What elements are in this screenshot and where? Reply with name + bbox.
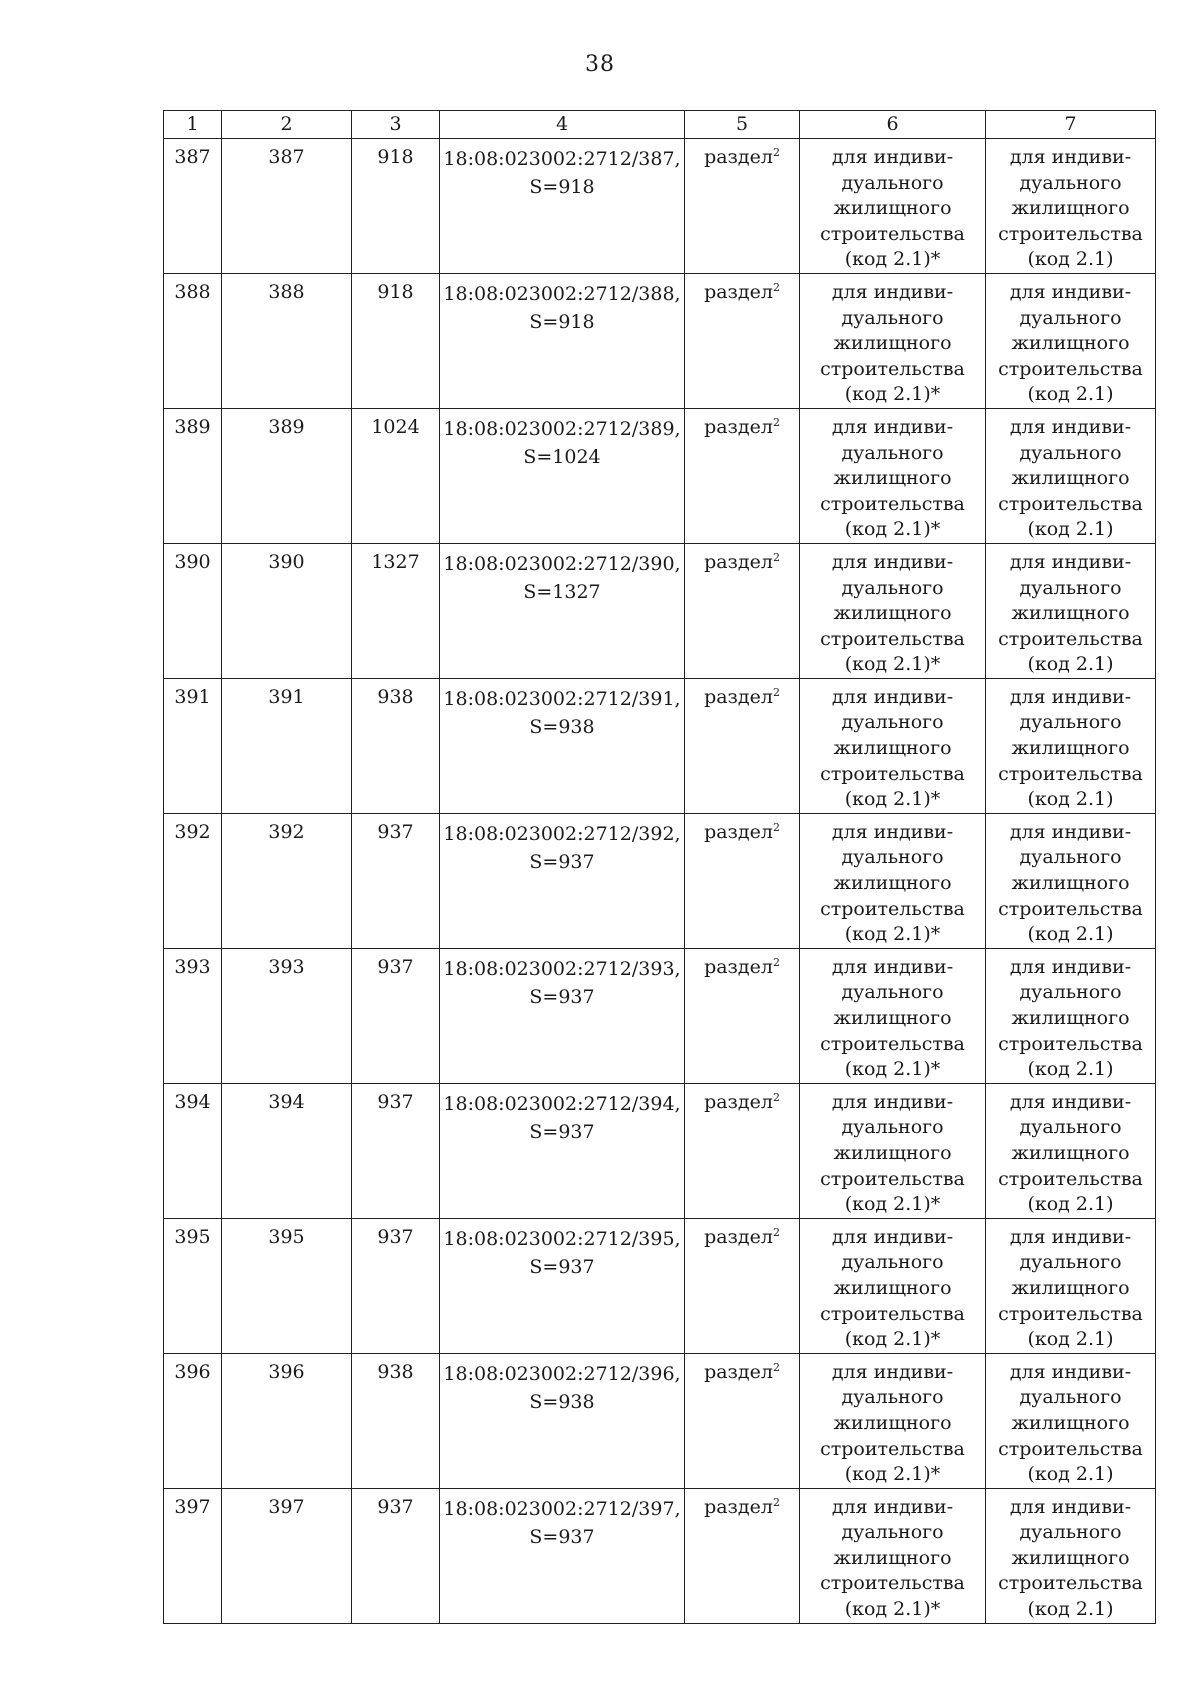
permitted-use-line: для индиви- [1009, 1360, 1132, 1383]
permitted-use-line: для индиви- [1009, 550, 1132, 573]
section-footnote-mark: 2 [772, 1360, 780, 1374]
permitted-use-line: для индиви- [1009, 1090, 1132, 1113]
permitted-use-cell [986, 813, 1156, 948]
use-type-line: строительства [820, 357, 965, 380]
plot-number: 390 [268, 550, 305, 573]
permitted-use-cell [986, 948, 1156, 1083]
section-cell [685, 1218, 800, 1353]
permitted-use-line: жилищного [1011, 1411, 1130, 1434]
permitted-use-line: строительства [998, 357, 1143, 380]
plot-area-cell [352, 1488, 440, 1623]
permitted-use-line: для индиви- [1009, 1225, 1132, 1248]
permitted-use-line: строительства [998, 1032, 1143, 1055]
use-type-line: для индиви- [831, 550, 954, 573]
cadastral-area: S=937 [529, 1255, 595, 1278]
plot-area-cell [352, 1218, 440, 1353]
row-number: 387 [174, 146, 211, 168]
use-type-cell [800, 678, 986, 813]
permitted-use-line: дуального [1019, 576, 1122, 599]
permitted-use-line: для индиви- [1009, 1495, 1132, 1518]
cadastral-number: 18:08:023002:2712/396, [443, 1362, 681, 1385]
permitted-use-line: жилищного [1011, 1141, 1130, 1164]
permitted-use-cell [986, 1488, 1156, 1623]
section-cell [685, 139, 800, 274]
use-type-line: для индиви- [831, 820, 954, 843]
table-row [164, 813, 1156, 948]
plot-number-cell [222, 948, 352, 1083]
use-type-line: дуального [841, 306, 944, 329]
plot-number-cell [222, 1083, 352, 1218]
use-type-line: для индиви- [831, 146, 954, 168]
plot-area: 937 [377, 1090, 414, 1113]
permitted-use-line: дуального [1019, 1251, 1122, 1274]
plot-area: 937 [377, 1495, 414, 1518]
use-type-line: дуального [841, 441, 944, 464]
column-header: 6 [800, 111, 986, 139]
column-header: 5 [685, 111, 800, 139]
permitted-use-cell [986, 273, 1156, 408]
permitted-use-line: дуального [1019, 306, 1122, 329]
use-type-cell [800, 1083, 986, 1218]
use-type-cell [800, 948, 986, 1083]
row-number: 392 [174, 820, 211, 843]
use-type-line: жилищного [833, 1007, 952, 1029]
permitted-use-cell [986, 139, 1156, 274]
plot-number-cell [222, 1488, 352, 1623]
plot-number: 395 [268, 1225, 305, 1248]
cadastral-cell [440, 948, 685, 1083]
row-number: 395 [174, 1225, 211, 1248]
row-number: 388 [174, 280, 211, 303]
use-type-line: дуального [841, 1116, 944, 1139]
plot-number: 387 [268, 146, 305, 168]
use-type-line: дуального [841, 576, 944, 599]
cadastral-number: 18:08:023002:2712/387, [443, 148, 681, 170]
cadastral-area: S=937 [529, 1525, 595, 1548]
use-type-cell [800, 1353, 986, 1488]
column-header: 1 [164, 111, 222, 139]
cadastral-number: 18:08:023002:2712/388, [443, 282, 681, 305]
plot-number: 392 [268, 820, 305, 843]
permitted-use-line: для индиви- [1009, 280, 1132, 303]
use-type-line: жилищного [833, 872, 952, 895]
land-plot-table [163, 110, 1156, 1624]
row-number-cell [164, 408, 222, 543]
section-footnote-mark: 2 [772, 1495, 780, 1509]
permitted-use-line: строительства [998, 1437, 1143, 1460]
permitted-use-line: жилищного [1011, 1546, 1130, 1569]
permitted-use-cell [986, 678, 1156, 813]
plot-area-cell [352, 948, 440, 1083]
permitted-use-cell [986, 1218, 1156, 1353]
plot-area: 938 [377, 1360, 414, 1383]
use-type-line: для индиви- [831, 1225, 954, 1248]
use-type-line: строительства [820, 492, 965, 515]
use-type-line: жилищного [833, 1141, 952, 1164]
row-number: 396 [174, 1360, 211, 1383]
permitted-use-line: для индиви- [1009, 415, 1132, 438]
permitted-use-line: дуального [1019, 1116, 1122, 1139]
plot-area: 938 [377, 685, 414, 708]
use-type-line: дуального [841, 1251, 944, 1274]
use-type-line: для индиви- [831, 415, 954, 438]
section-footnote-mark: 2 [772, 820, 780, 834]
use-type-cell [800, 408, 986, 543]
cadastral-area: S=1024 [523, 445, 601, 468]
cadastral-cell [440, 273, 685, 408]
use-type-line: строительства [820, 1437, 965, 1460]
use-type-line: жилищного [833, 467, 952, 490]
plot-number-cell [222, 543, 352, 678]
cadastral-area: S=918 [529, 176, 595, 198]
permitted-use-line: строительства [998, 492, 1143, 515]
permitted-use-line: (код 2.1) [1027, 788, 1114, 811]
permitted-use-line: жилищного [1011, 1276, 1130, 1299]
plot-number: 391 [268, 685, 305, 708]
use-type-line: жилищного [833, 332, 952, 355]
plot-area-cell [352, 1083, 440, 1218]
plot-area-cell [352, 408, 440, 543]
use-type-line: жилищного [833, 737, 952, 760]
section-footnote-mark: 2 [772, 1090, 780, 1104]
use-type-line: строительства [820, 1032, 965, 1055]
use-type-cell [800, 543, 986, 678]
use-type-cell [800, 273, 986, 408]
column-header: 7 [986, 111, 1156, 139]
section-label: раздел [704, 820, 773, 843]
section-footnote-mark: 2 [772, 685, 780, 699]
use-type-line: для индиви- [831, 685, 954, 708]
row-number-cell [164, 813, 222, 948]
plot-number-cell [222, 813, 352, 948]
permitted-use-cell [986, 543, 1156, 678]
use-type-line: (код 2.1)* [844, 1463, 941, 1486]
permitted-use-line: жилищного [1011, 1007, 1130, 1029]
permitted-use-cell [986, 408, 1156, 543]
plot-number-cell [222, 408, 352, 543]
use-type-line: (код 2.1)* [844, 653, 941, 676]
section-label: раздел [704, 280, 773, 303]
use-type-line: (код 2.1)* [844, 518, 941, 541]
use-type-line: для индиви- [831, 1090, 954, 1113]
permitted-use-line: жилищного [1011, 197, 1130, 220]
plot-area-cell [352, 139, 440, 274]
section-label: раздел [704, 685, 773, 708]
use-type-line: строительства [820, 1572, 965, 1595]
row-number-cell [164, 678, 222, 813]
permitted-use-line: дуального [1019, 171, 1122, 194]
plot-area-cell [352, 678, 440, 813]
table-row [164, 139, 1156, 274]
section-footnote-mark: 2 [772, 955, 780, 969]
plot-number-cell [222, 273, 352, 408]
row-number-cell [164, 273, 222, 408]
table-row [164, 543, 1156, 678]
permitted-use-line: строительства [998, 222, 1143, 245]
permitted-use-line: жилищного [1011, 602, 1130, 625]
permitted-use-line: жилищного [1011, 467, 1130, 490]
use-type-cell [800, 139, 986, 274]
section-cell [685, 813, 800, 948]
permitted-use-line: строительства [998, 1302, 1143, 1325]
permitted-use-cell [986, 1083, 1156, 1218]
section-cell [685, 273, 800, 408]
use-type-line: дуального [841, 171, 944, 194]
section-cell [685, 1488, 800, 1623]
cadastral-area: S=918 [529, 310, 595, 333]
permitted-use-line: (код 2.1) [1027, 923, 1114, 946]
permitted-use-line: для индиви- [1009, 820, 1132, 843]
plot-area: 937 [377, 1225, 414, 1248]
cadastral-area: S=938 [529, 1390, 595, 1413]
use-type-line: (код 2.1)* [844, 1193, 941, 1216]
use-type-line: (код 2.1)* [844, 248, 941, 271]
use-type-line: (код 2.1)* [844, 923, 941, 946]
section-label: раздел [704, 146, 773, 168]
cadastral-number: 18:08:023002:2712/395, [443, 1227, 681, 1250]
permitted-use-line: для индиви- [1009, 685, 1132, 708]
section-label: раздел [704, 1495, 773, 1518]
permitted-use-line: строительства [998, 1572, 1143, 1595]
section-footnote-mark: 2 [772, 1225, 780, 1239]
plot-number: 389 [268, 415, 305, 438]
section-cell [685, 543, 800, 678]
permitted-use-line: (код 2.1) [1027, 1058, 1114, 1081]
section-cell [685, 948, 800, 1083]
cadastral-number: 18:08:023002:2712/389, [443, 417, 681, 440]
use-type-line: дуального [841, 1521, 944, 1544]
row-number-cell [164, 139, 222, 274]
section-cell [685, 1353, 800, 1488]
section-footnote-mark: 2 [772, 146, 780, 159]
table-row [164, 1488, 1156, 1623]
cadastral-number: 18:08:023002:2712/393, [443, 957, 681, 980]
use-type-line: для индиви- [831, 1495, 954, 1518]
plot-number-cell [222, 1353, 352, 1488]
row-number: 389 [174, 415, 211, 438]
section-cell [685, 678, 800, 813]
section-label: раздел [704, 955, 773, 978]
cadastral-number: 18:08:023002:2712/394, [443, 1092, 681, 1115]
use-type-line: (код 2.1)* [844, 383, 941, 406]
plot-number: 393 [268, 955, 305, 978]
permitted-use-line: (код 2.1) [1027, 1193, 1114, 1216]
cadastral-cell [440, 408, 685, 543]
use-type-line: (код 2.1)* [844, 788, 941, 811]
row-number: 394 [174, 1090, 211, 1113]
permitted-use-line: (код 2.1) [1027, 383, 1114, 406]
use-type-line: дуального [841, 846, 944, 869]
column-header: 2 [222, 111, 352, 139]
cadastral-cell [440, 678, 685, 813]
plot-area-cell [352, 273, 440, 408]
use-type-line: строительства [820, 897, 965, 920]
use-type-line: для индиви- [831, 1360, 954, 1383]
permitted-use-line: (код 2.1) [1027, 1463, 1114, 1486]
use-type-line: строительства [820, 1302, 965, 1325]
use-type-line: жилищного [833, 1411, 952, 1434]
plot-area: 937 [377, 955, 414, 978]
permitted-use-line: дуального [1019, 981, 1122, 1004]
table-row [164, 408, 1156, 543]
use-type-line: (код 2.1)* [844, 1058, 941, 1081]
section-label: раздел [704, 1225, 773, 1248]
plot-number: 394 [268, 1090, 305, 1113]
column-header: 4 [440, 111, 685, 139]
permitted-use-line: строительства [998, 627, 1143, 650]
use-type-cell [800, 813, 986, 948]
use-type-line: дуального [841, 1386, 944, 1409]
cadastral-area: S=937 [529, 1120, 595, 1143]
plot-number: 397 [268, 1495, 305, 1518]
cadastral-area: S=937 [529, 850, 595, 873]
use-type-line: жилищного [833, 1546, 952, 1569]
permitted-use-line: дуального [1019, 441, 1122, 464]
permitted-use-line: жилищного [1011, 332, 1130, 355]
row-number-cell [164, 1218, 222, 1353]
permitted-use-line: жилищного [1011, 872, 1130, 895]
section-label: раздел [704, 415, 773, 438]
permitted-use-line: дуального [1019, 1521, 1122, 1544]
use-type-line: жилищного [833, 197, 952, 220]
table-header-row [164, 111, 1156, 139]
plot-area-cell [352, 543, 440, 678]
section-cell [685, 1083, 800, 1218]
cadastral-number: 18:08:023002:2712/390, [443, 552, 681, 575]
use-type-line: для индиви- [831, 280, 954, 303]
plot-number-cell [222, 678, 352, 813]
use-type-line: строительства [820, 1167, 965, 1190]
table-row [164, 1083, 1156, 1218]
table-row [164, 678, 1156, 813]
permitted-use-line: (код 2.1) [1027, 1598, 1114, 1621]
permitted-use-line: дуального [1019, 1386, 1122, 1409]
permitted-use-line: (код 2.1) [1027, 518, 1114, 541]
permitted-use-line: дуального [1019, 846, 1122, 869]
cadastral-area: S=937 [529, 985, 595, 1008]
plot-area-cell [352, 1353, 440, 1488]
plot-area: 918 [377, 146, 414, 168]
section-label: раздел [704, 550, 773, 573]
row-number: 393 [174, 955, 211, 978]
cadastral-cell [440, 813, 685, 948]
row-number-cell [164, 948, 222, 1083]
use-type-line: жилищного [833, 602, 952, 625]
use-type-cell [800, 1218, 986, 1353]
permitted-use-line: (код 2.1) [1027, 653, 1114, 676]
permitted-use-line: (код 2.1) [1027, 248, 1114, 271]
cadastral-area: S=938 [529, 715, 595, 738]
use-type-line: (код 2.1)* [844, 1598, 941, 1621]
row-number: 397 [174, 1495, 211, 1518]
section-label: раздел [704, 1360, 773, 1383]
plot-number-cell [222, 139, 352, 274]
use-type-line: для индиви- [831, 955, 954, 978]
use-type-line: жилищного [833, 1276, 952, 1299]
permitted-use-cell [986, 1353, 1156, 1488]
cadastral-cell [440, 139, 685, 274]
row-number-cell [164, 1488, 222, 1623]
section-cell [685, 408, 800, 543]
cadastral-cell [440, 1488, 685, 1623]
cadastral-number: 18:08:023002:2712/397, [443, 1497, 681, 1520]
cadastral-cell [440, 543, 685, 678]
section-footnote-mark: 2 [772, 550, 780, 564]
plot-number: 396 [268, 1360, 305, 1383]
permitted-use-line: для индиви- [1009, 955, 1132, 978]
plot-number: 388 [268, 280, 305, 303]
plot-area: 918 [377, 280, 414, 303]
row-number: 390 [174, 550, 211, 573]
table-body [164, 139, 1156, 1624]
permitted-use-line: дуального [1019, 711, 1122, 734]
row-number-cell [164, 1353, 222, 1488]
page-number: 38 [585, 52, 615, 77]
use-type-cell [800, 1488, 986, 1623]
table-row [164, 948, 1156, 1083]
plot-area-cell [352, 813, 440, 948]
table-row [164, 1353, 1156, 1488]
cadastral-cell [440, 1353, 685, 1488]
use-type-line: строительства [820, 762, 965, 785]
row-number-cell [164, 1083, 222, 1218]
cadastral-number: 18:08:023002:2712/391, [443, 687, 681, 710]
permitted-use-line: строительства [998, 1167, 1143, 1190]
column-header: 3 [352, 111, 440, 139]
plot-number-cell [222, 1218, 352, 1353]
use-type-line: строительства [820, 627, 965, 650]
table-row [164, 273, 1156, 408]
table-row [164, 1218, 1156, 1353]
plot-area: 1327 [371, 550, 420, 573]
section-footnote-mark: 2 [772, 415, 780, 429]
use-type-line: дуального [841, 711, 944, 734]
cadastral-cell [440, 1218, 685, 1353]
cadastral-area: S=1327 [523, 580, 601, 603]
plot-area: 937 [377, 820, 414, 843]
row-number: 391 [174, 685, 211, 708]
use-type-line: дуального [841, 981, 944, 1004]
permitted-use-line: строительства [998, 897, 1143, 920]
row-number-cell [164, 543, 222, 678]
section-footnote-mark: 2 [772, 280, 780, 294]
section-label: раздел [704, 1090, 773, 1113]
permitted-use-line: для индиви- [1009, 146, 1132, 168]
cadastral-cell [440, 1083, 685, 1218]
use-type-line: строительства [820, 222, 965, 245]
cadastral-number: 18:08:023002:2712/392, [443, 822, 681, 845]
permitted-use-line: строительства [998, 762, 1143, 785]
permitted-use-line: (код 2.1) [1027, 1328, 1114, 1351]
permitted-use-line: жилищного [1011, 737, 1130, 760]
use-type-line: (код 2.1)* [844, 1328, 941, 1351]
plot-area: 1024 [371, 415, 420, 438]
